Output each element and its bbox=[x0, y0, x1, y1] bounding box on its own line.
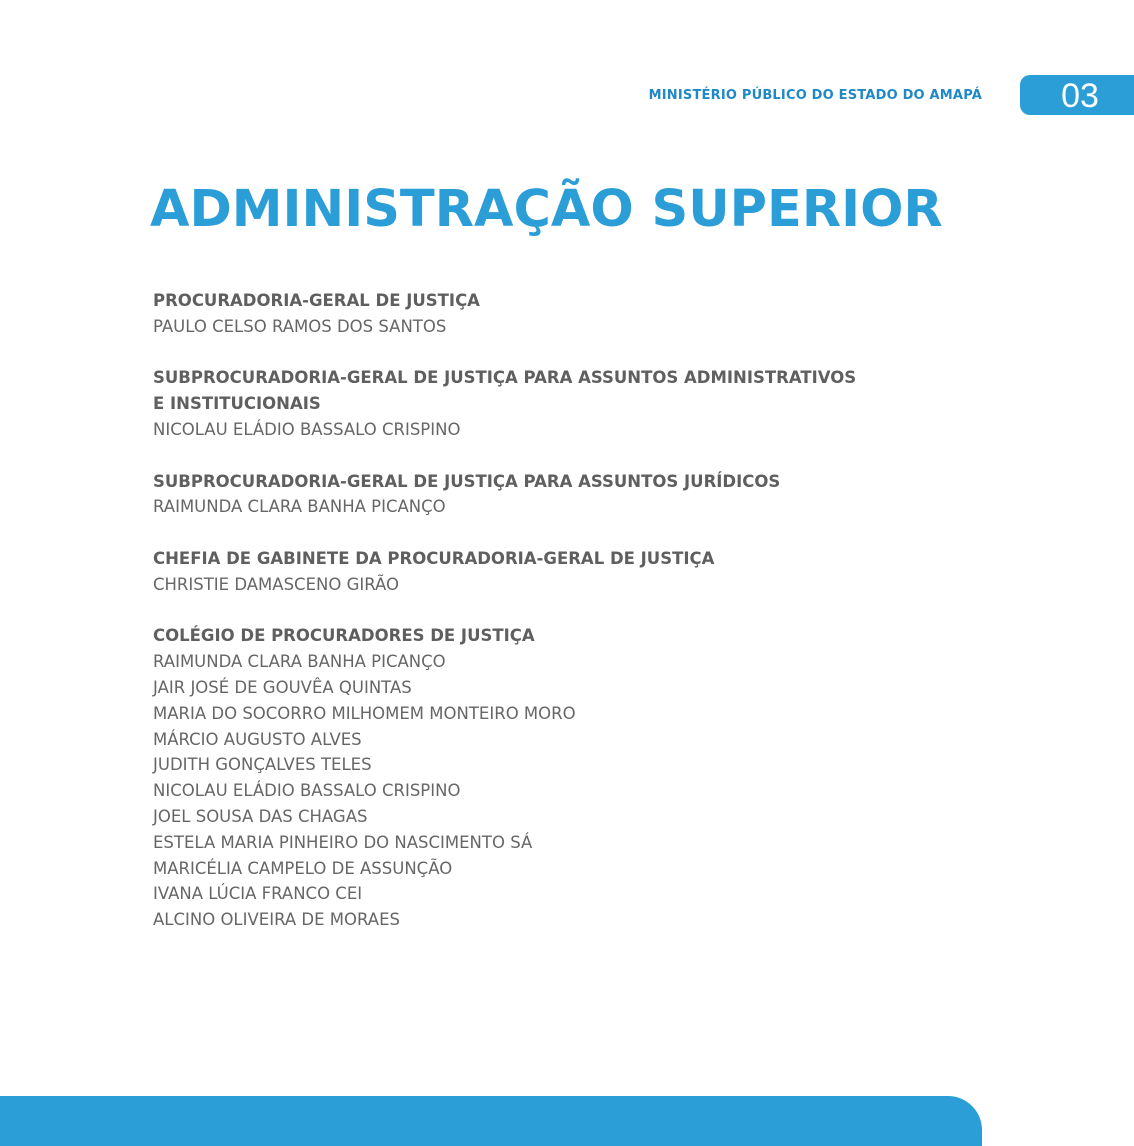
section-title: COLÉGIO DE PROCURADORES DE JUSTIÇA bbox=[153, 626, 535, 646]
member-name: ESTELA MARIA PINHEIRO DO NASCIMENTO SÁ bbox=[153, 832, 533, 852]
member-name: MÁRCIO AUGUSTO ALVES bbox=[153, 729, 362, 749]
section-colegio-procuradores bbox=[153, 623, 933, 933]
footer-bar bbox=[0, 1096, 982, 1146]
content-list bbox=[153, 288, 933, 959]
member-name: MARICÉLIA CAMPELO DE ASSUNÇÃO bbox=[153, 858, 453, 878]
member-name: NICOLAU ELÁDIO BASSALO CRISPINO bbox=[153, 419, 461, 439]
section-procuradoria-geral bbox=[153, 288, 933, 340]
section-subprocuradoria-administrativos bbox=[153, 365, 933, 442]
page-number-tab bbox=[1020, 75, 1134, 115]
section-title: SUBPROCURADORIA-GERAL DE JUSTIÇA PARA ASSUNTOS JURÍDICOS bbox=[153, 471, 781, 491]
member-name: IVANA LÚCIA FRANCO CEI bbox=[153, 884, 363, 904]
member-name: RAIMUNDA CLARA BANHA PICANÇO bbox=[153, 652, 446, 672]
section-title: SUBPROCURADORIA-GERAL DE JUSTIÇA PARA ASSUNTOS ADMINISTRATIVOS E INSTITUCIONAIS bbox=[153, 368, 857, 414]
member-name: PAULO CELSO RAMOS DOS SANTOS bbox=[153, 316, 447, 336]
organization-name: MINISTÉRIO PÚBLICO DO ESTADO DO AMAPÁ bbox=[648, 88, 982, 103]
member-name: JUDITH GONÇALVES TELES bbox=[153, 755, 372, 775]
member-name: CHRISTIE DAMASCENO GIRÃO bbox=[153, 574, 400, 594]
member-name: ALCINO OLIVEIRA DE MORAES bbox=[153, 910, 400, 930]
section-subprocuradoria-juridicos bbox=[153, 469, 933, 521]
member-name: MARIA DO SOCORRO MILHOMEM MONTEIRO MORO bbox=[153, 703, 576, 723]
section-title: CHEFIA DE GABINETE DA PROCURADORIA-GERAL DE JUSTIÇA bbox=[153, 548, 715, 568]
member-name: JAIR JOSÉ DE GOUVÊA QUINTAS bbox=[153, 677, 412, 697]
member-name: RAIMUNDA CLARA BANHA PICANÇO bbox=[153, 497, 446, 517]
page-number: 03 bbox=[1061, 77, 1099, 115]
member-name: JOEL SOUSA DAS CHAGAS bbox=[153, 806, 368, 826]
member-name: NICOLAU ELÁDIO BASSALO CRISPINO bbox=[153, 781, 461, 801]
section-chefia-gabinete bbox=[153, 546, 933, 598]
page-title: ADMINISTRAÇÃO SUPERIOR bbox=[150, 180, 943, 239]
section-title: PROCURADORIA-GERAL DE JUSTIÇA bbox=[153, 291, 480, 310]
